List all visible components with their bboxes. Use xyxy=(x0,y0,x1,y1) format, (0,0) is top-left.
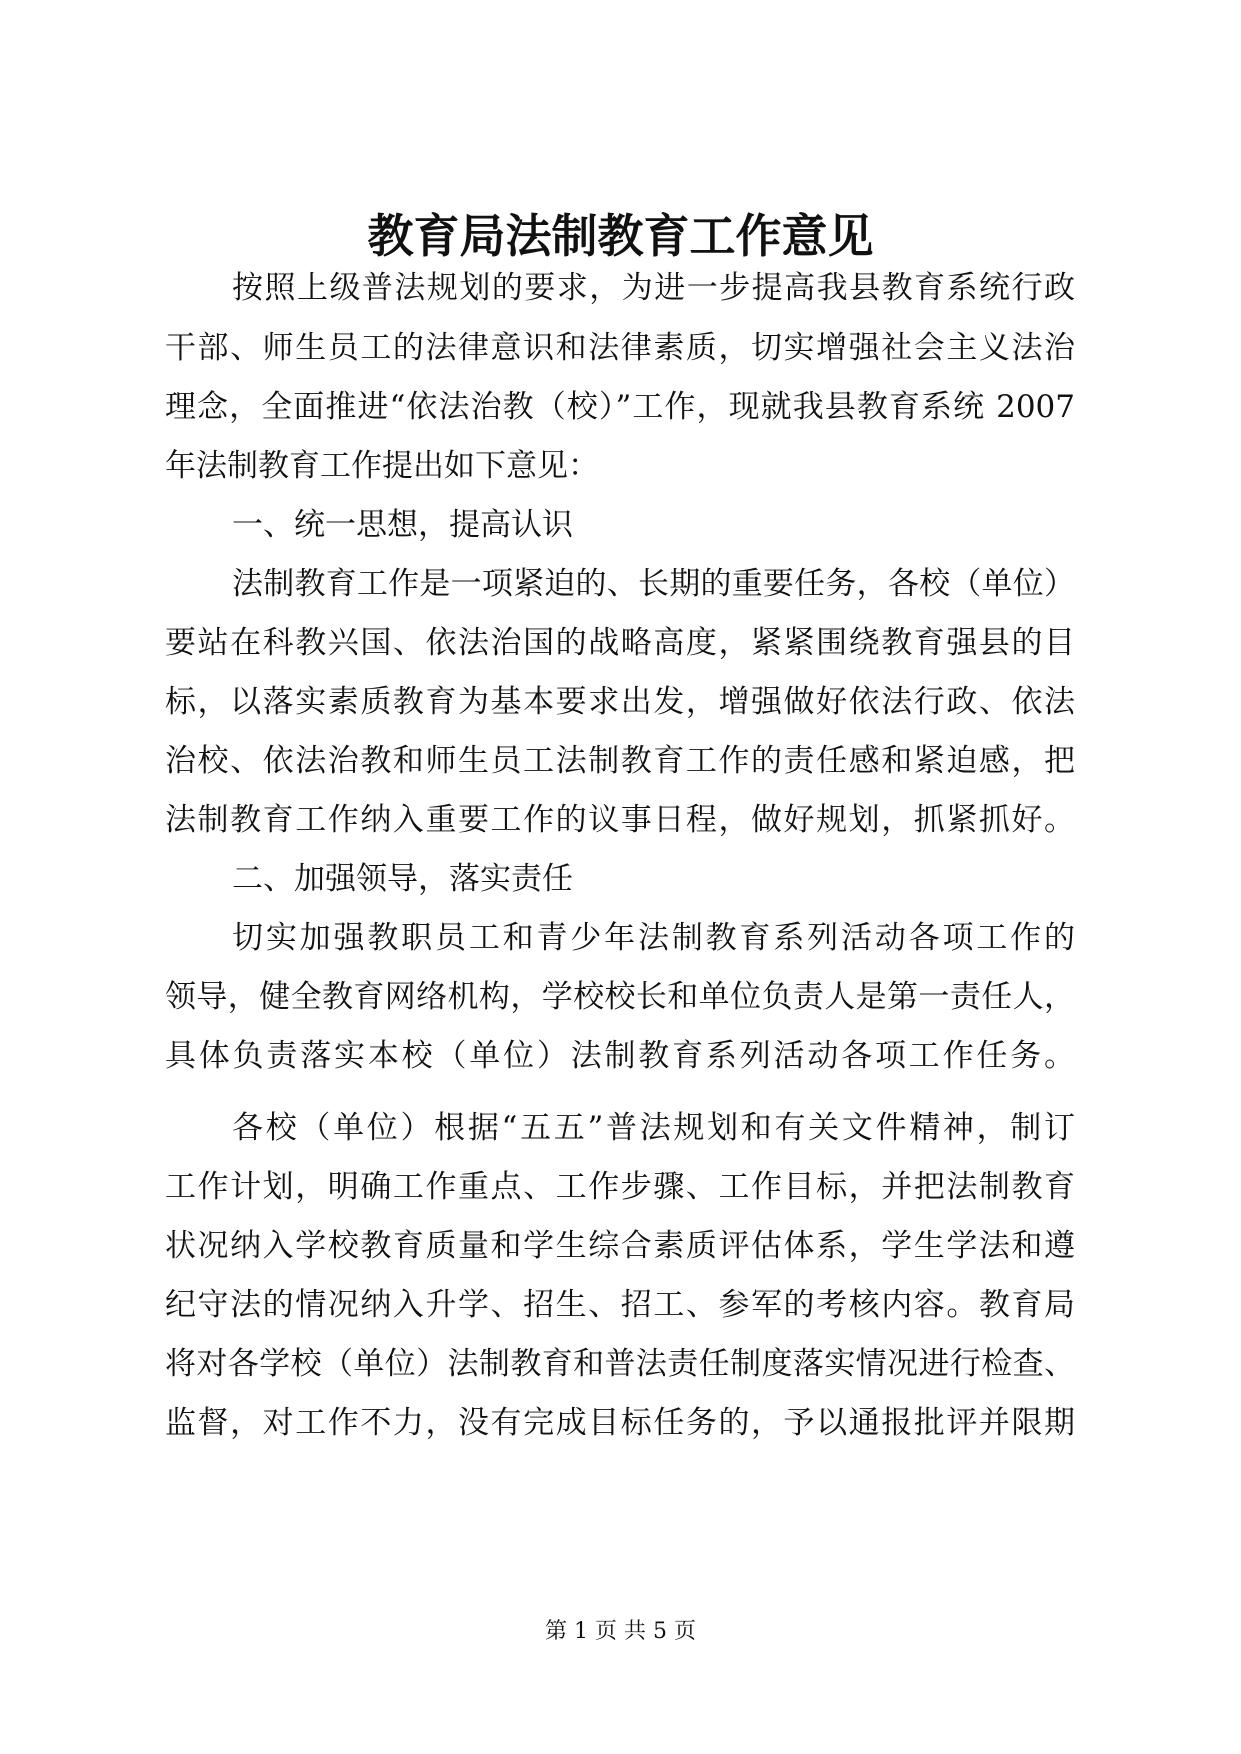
paragraph-line: 理念，全面推进“依法治教（校）”工作，现就我县教育系统 2007 xyxy=(165,389,1075,425)
paragraph-line: 要站在科教兴国、依法治国的战略高度，紧紧围绕教育强县的目 xyxy=(165,625,1075,661)
paragraph-line: 监督，对工作不力，没有完成目标任务的，予以通报批评并限期 xyxy=(165,1405,1075,1441)
paragraph-line: 各校（单位）根据“五五”普法规划和有关文件精神，制订 xyxy=(232,1110,1075,1146)
paragraph-line: 纪守法的情况纳入升学、招生、招工、参军的考核内容。教育局 xyxy=(165,1287,1075,1323)
paragraph-line: 按照上级普法规划的要求，为进一步提高我县教育系统行政 xyxy=(232,270,1075,306)
paragraph-line: 法制教育工作是一项紧迫的、长期的重要任务，各校（单位） xyxy=(232,566,1075,602)
paragraph-line: 法制教育工作纳入重要工作的议事日程，做好规划，抓紧抓好。 xyxy=(165,802,1075,838)
paragraph-line: 年法制教育工作提出如下意见： xyxy=(165,448,599,484)
paragraph-line: 领导，健全教育网络机构，学校校长和单位负责人是第一责任人， xyxy=(165,979,1075,1015)
section-heading: 一、统一思想，提高认识 xyxy=(232,507,573,543)
paragraph-line: 干部、师生员工的法律意识和法律素质，切实增强社会主义法治 xyxy=(165,330,1075,366)
paragraph-line: 标，以落实素质教育为基本要求出发，增强做好依法行政、依法 xyxy=(165,684,1075,720)
paragraph-line: 工作计划，明确工作重点、工作步骤、工作目标，并把法制教育 xyxy=(165,1169,1075,1205)
document-title: 教育局法制教育工作意见 xyxy=(367,209,874,263)
section-heading: 二、加强领导，落实责任 xyxy=(232,861,573,897)
paragraph-line: 具体负责落实本校（单位）法制教育系列活动各项工作任务。 xyxy=(165,1038,1075,1074)
paragraph-line: 治校、依法治教和师生员工法制教育工作的责任感和紧迫感，把 xyxy=(165,743,1075,779)
paragraph-line: 切实加强教职员工和青少年法制教育系列活动各项工作的 xyxy=(232,920,1075,956)
paragraph-line: 将对各学校（单位）法制教育和普法责任制度落实情况进行检查、 xyxy=(165,1346,1075,1382)
page-footer: 第 1 页 共 5 页 xyxy=(545,1619,696,1644)
paragraph-line: 状况纳入学校教育质量和学生综合素质评估体系，学生学法和遵 xyxy=(165,1228,1075,1264)
